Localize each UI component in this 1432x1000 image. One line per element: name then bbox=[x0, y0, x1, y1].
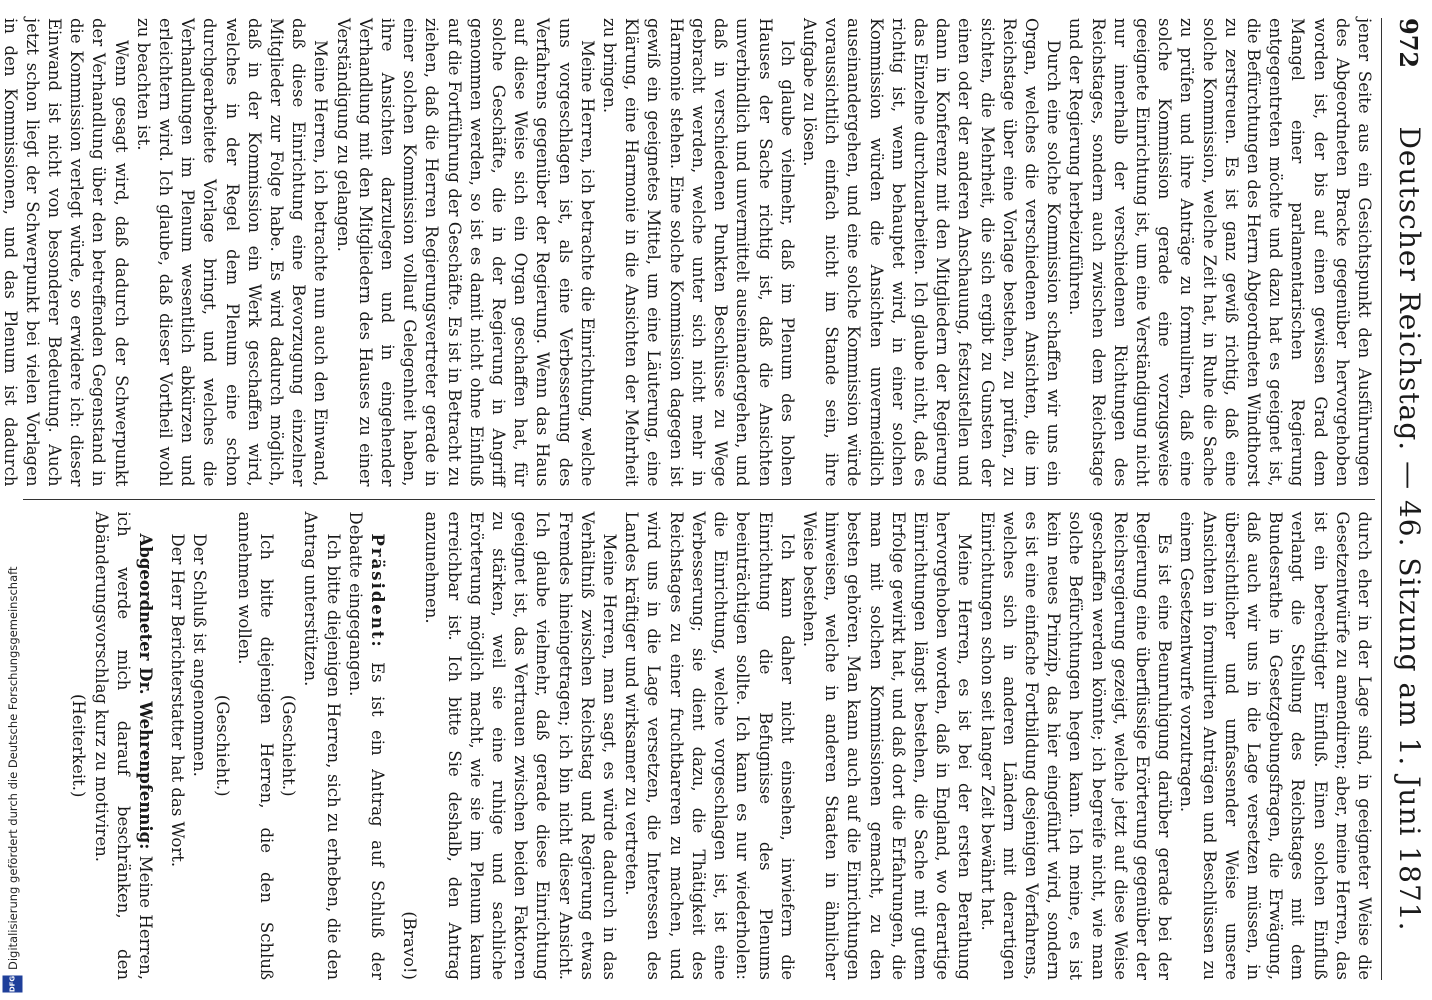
left-column bbox=[0, 18, 1375, 487]
right-column bbox=[23, 512, 1375, 981]
deputy-speaker: Abgeordneter Dr. Wehrenpfennig: bbox=[136, 533, 156, 850]
request-support: Ich bitte diejenigen Herren, sich zu erheben, die den Antrag unterstützen. bbox=[301, 511, 343, 980]
digitization-footer bbox=[0, 0, 26, 1000]
left-paragraph: Meine Herren, ich betrachte die Einrichtung, welche uns vorgeschlagen ist, als eine Verbesserung des Verfahrens gegenüber der Regierung. Wenn das Haus auf diese Weise sich ein Organ geschaffen hat, für solche Geschäfte, die in der Regierung in Angriff genommen werden, so ist es damit nicht ohne Einfluß auf die Fortführung der Geschäfte. Es ist in Betracht zu ziehen, daß die Herren Regierungsvertreter gerade in einer solchen Kommission vollauf Gelegenheit haben, ihre Ansichten darzulegen und in eingehender Verhandlung mit den Mitgliedern des Hauses zu einer Verständigung zu gelangen. bbox=[333, 18, 597, 487]
page-number: 972 bbox=[1394, 18, 1423, 69]
deputy-paragraph bbox=[89, 512, 156, 981]
closure-line: Der Schluß ist angenommen. bbox=[190, 533, 210, 777]
president-speaker: Präsident: bbox=[368, 533, 388, 649]
right-paragraph: Ich kann daher nicht einsehen, inwiefern die Einrichtung die Befugnisse des Plenums beeinträchtigen sollte. Ich kann es nur wiederholen: die Einrichtung, welche vorgeschlagen ist, ist eine Verbesserung; sie dient dazu, die Thätigkeit des Reichstages zu einer fruchtbareren zu machen, und wird uns in die Lage versetzen, die Interessen des Landes kräftiger und wirksamer zu vertreten. bbox=[622, 511, 797, 980]
rapporteur-line: Der Herr Berichterstatter hat das Wort. bbox=[168, 533, 188, 868]
bravo-note: (Bravo!) bbox=[400, 911, 420, 980]
left-paragraph: Meine Herren, ich betrachte nun auch den Einwand, daß diese Einrichtung eine Bevorzugung einzelner Mitglieder zur Folge habe. Es wird dadurch möglich, daß in der Kommission ein Werk geschaffen wird, welches in der Regel dem Plenum eine schon durchgearbeitete Vorlage bringt, und welches die Verhandlungen im Plenum wesentlich abkürzen und erleichtern wird. Ich glaube, daß dieser Vortheil wohl zu beachten ist. bbox=[133, 18, 331, 487]
page-header bbox=[1381, 18, 1426, 980]
happens-note-2: (Geschieht.) bbox=[212, 694, 232, 797]
happens-note-1: (Geschieht.) bbox=[279, 694, 299, 797]
left-paragraph: Wenn gesagt wird, daß dadurch der Schwerpunkt der Verhandlung über den betreffenden Gegenstand in die Kommission verlegt würde, so erwidere ich: dieser Einwand ist nicht von besonderer Bedeutung. Auch jetzt schon liegt der Schwerpunkt bei vielen Vorlagen in den Kommissionen, und das Plenum ist dadurch bbox=[0, 18, 131, 487]
digitization-note: Digitalisierung gefördert durch die Deutsche Forschungsgemeinschaft bbox=[6, 566, 20, 970]
running-head: Deutscher Reichstag. — 46. Sitzung am 1. Juni 1871. bbox=[1393, 126, 1426, 932]
president-text: Es ist ein Antrag auf Schluß der Debatte eingegangen. bbox=[345, 511, 388, 980]
spacer bbox=[388, 512, 398, 981]
left-paragraph: jener Seite aus ein Gesichtspunkt den Ausführungen des Abgeordneten Bracke gegenüber hervorgehoben worden ist, der bis auf einen gewissen Grad dem Mangel einer parlamentarischen Regierung entgegentreten möchte und dazu hat es geeignet ist, die Befürchtungen des Herrn Abgeordneten Windthorst zu zerstreuen. Es ist ganz gewiß richtig, daß eine solche Kommission, welche Zeit hat, in Ruhe die Sache zu prüfen und ihre Anträge zu formuliren, daß eine solche Kommission gerade eine vorzugsweise geeignete Einrichtung ist, um eine Verständigung nicht nur innerhalb der verschiedenen Richtungen des Reichstages, sondern auch zwischen dem Reichstage und der Regierung herbeizuführen. bbox=[1066, 18, 1374, 487]
right-paragraph: Meine Herren, man sagt, es würde dadurch in das Verhältniß zwischen Reichstag und Regierung etwas Fremdes hineingetragen; ich bin nicht dieser Ansicht. Ich glaube vielmehr, daß gerade diese Einrichtung geeignet ist, das Vertrauen zwischen beiden Faktoren zu stärken, weil sie eine ruhige und sachliche Erörterung möglich macht, wie sie im Plenum kaum erreichbar ist. Ich bitte Sie deshalb, den Antrag anzunehmen. bbox=[422, 511, 620, 980]
right-paragraph: Meine Herren, es ist bei der ersten Berathung hervorgehoben worden, daß in England, wo derartige Einrichtungen längst bestehen, die Sache mit gutem Erfolge gewirkt hat, und daß dort die Erfahrungen, die man mit solchen Kommissionen gemacht, zu den besten gehören. Man kann auch auf die Einrichtungen hinweisen, welche in anderen Staaten in ähnlicher Weise bestehen. bbox=[799, 511, 975, 980]
right-paragraph: Es ist eine Beunruhigung darüber gerade bei der Regierung eine überflüssige Erörterung gegenüber der Reichsregierung gezeigt, welche jetzt auf diese Weise geschaffen werden könnte; ich begreife nicht, wie man solche Befürchtungen hegen kann. Ich meine, es ist kein neues Prinzip, das hier eingeführt wird, sondern es ist eine einfache Fortbildung desjenigen Verfahrens, welches sich in anderen Ländern mit derartigen Einrichtungen schon seit langer Zeit bewährt hat. bbox=[977, 511, 1175, 980]
president-paragraph bbox=[344, 512, 388, 981]
left-paragraph: Durch eine solche Kommission schaffen wir uns ein Organ, welches die verschiedenen Ansichten, die im Reichstage über eine Vorlage bestehen, zu prüfen, zu sichten, die Mehrheit, die sich ergibt zu Gunsten der einen oder der anderen Anschauung, festzustellen und dann in Konferenz mit den Mitgliedern der Regierung das Einzelne durchzuarbeiten. Ich glaube nicht, daß es richtig ist, wenn behauptet wird, in einer solchen Kommission würden die Ansichten unvermeidlich auseinandergehen, und eine solche Kommission würde voraussichtlich einfach nicht im Stande sein, ihre Aufgabe zu lösen. bbox=[799, 18, 1064, 487]
left-paragraph: Ich glaube vielmehr, daß im Plenum des hohen Hauses der Sache richtig ist, daß die Ansichten unverbindlich und unvermittelt auseinandergehen, und daß in verschiedenen Punkten Beschlüsse zu Wege gebracht werden, welche unter sich nicht mehr in Harmonie stehen. Eine solche Kommission dagegen ist gewiß ein geeignetes Mittel, um eine Läuterung, eine Klärung, eine Harmonie in die Ansichten der Mehrheit zu bringen. bbox=[600, 18, 797, 487]
spacer bbox=[156, 512, 166, 981]
column-divider bbox=[23, 499, 1375, 500]
right-paragraph: durch eher in der Lage sind, in geeigneter Weise die Gesetzentwürfe zu amendiren; aber, meine Herren, das ist ein berechtigter Einfluß. Einen solchen Einfluß verlangt die Stellung des Reichstages mit dem Bundesrathe in Gesetzgebungsfragen, die Erwägung, daß auch wir uns in die Lage versetzen müssen, in übersichtlicher und umfassender Weise unsere Ansichten in formulirten Anträgen und Beschlüssen zu einem Gesetzentwurfe vorzutragen. bbox=[1177, 511, 1374, 980]
laughter-note: (Heiterkeit.) bbox=[69, 693, 89, 798]
deputy-text: Meine Herren, ich werde mich darauf beschränken, den Abänderungsvorschlag kurz zu motiviren. bbox=[91, 511, 156, 981]
request-vote: Ich bitte diejenigen Herren, die den Schluß annehmen wollen. bbox=[234, 511, 277, 980]
dfg-logo: DFG bbox=[3, 976, 23, 993]
